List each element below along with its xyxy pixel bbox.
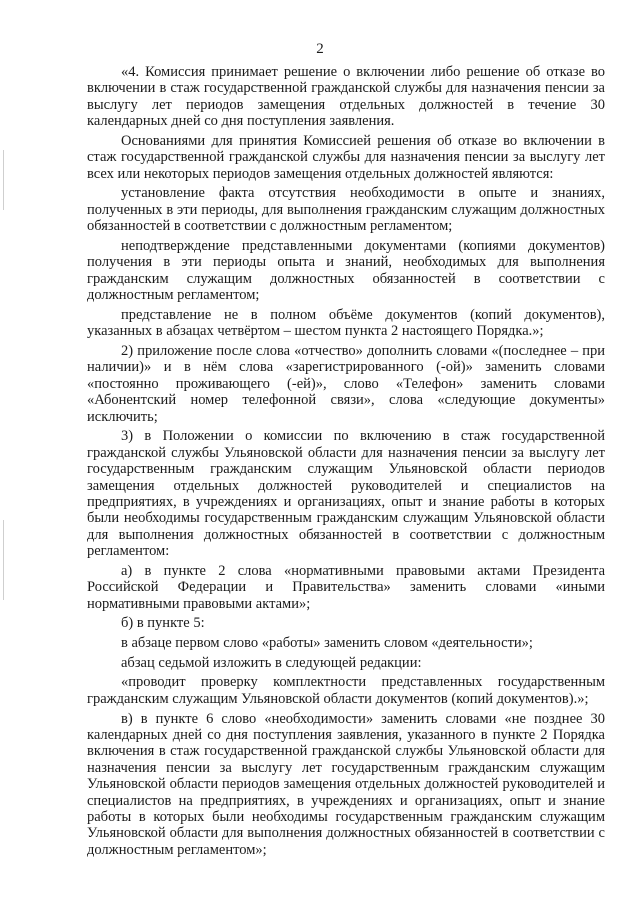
paragraph: а) в пункте 2 слова «нормативными правовыми актами Президента Российской Федерации и Правительства» заменить словами «иными нормативными правовыми актами»; xyxy=(87,562,605,612)
paragraph: «4. Комиссия принимает решение о включении либо решение об отказе во включении в стаж государственной гражданской службы для назначения пенсии за выслугу лет периодов замещения отдельных должностей в течение 30 календарных дней со дня поступления заявления. xyxy=(87,64,605,130)
paragraph: 2) приложение после слова «отчество» дополнить словами «(последнее – при наличии)» и в нём слова «зарегистрированного (-ой)» заменить словами «постоянно проживающего (-ей)», слово «Телефон» заменить словами «Абонентский номер телефонной связи», слова «следующие документы» исключить; xyxy=(87,342,605,425)
paragraph: «проводит проверку комплектности представленных государственным гражданским служащим Ульяновской области документов (копий документов).»; xyxy=(87,674,605,707)
paragraph: представление не в полном объёме документов (копий документов), указанных в абзацах четвёртом – шестом пункта 2 настоящего Порядка.»; xyxy=(87,306,605,340)
paragraph: Основаниями для принятия Комиссией решения об отказе во включении в стаж государственной гражданской службы для назначения пенсии за выслугу лет всех или некоторых периодов замещения отдельных должностей являются: xyxy=(87,132,605,182)
document-body xyxy=(87,64,605,862)
page-number: 2 xyxy=(316,41,324,57)
paragraph: в абзаце первом слово «работы» заменить словом «деятельности»; xyxy=(121,635,533,652)
paragraph: установление факта отсутствия необходимости в опыте и знаниях, полученных в эти периоды, для выполнения гражданским служащим должностных обязанностей в соответствии с должностным регламентом; xyxy=(87,185,605,235)
paragraph: 3) в Положении о комиссии по включению в стаж государственной гражданской службы Ульяновской области для назначения пенсии за выслугу лет государственным гражданским служащим Ульяновской области периодов замещения отдельных должностей руководителей и специалистов на предприятиях, в учреждениях и организациях, опыт и знание работы в которых были необходимы государственным гражданским служащим Ульяновской области для выполнения должностных обязанностей в соответствии с должностным регламентом: xyxy=(87,428,605,560)
paragraph: в) в пункте 6 слово «необходимости» заменить словами «не позднее 30 календарных дней со дня поступления заявления, указанного в пункте 2 Порядка включения в стаж государственной гражданской службы Ульяновской области для назначения пенсии за выслугу лет государственным гражданским служащим Ульяновской области периодов замещения отдельных должностей руководителей и специалистов на предприятиях, в учреждениях и организациях, опыт и знание работы в которых были необходимы государственным гражданским служащим Ульяновской области для выполнения должностных обязанностей в соответствии с должностным регламентом»; xyxy=(87,710,605,858)
scan-edge-mark xyxy=(3,520,4,600)
paragraph: абзац седьмой изложить в следующей редакции: xyxy=(121,654,422,671)
scan-edge-mark xyxy=(3,150,4,210)
paragraph: б) в пункте 5: xyxy=(121,615,205,632)
paragraph: неподтверждение представленными документами (копиями документов) получения в эти периоды опыта и знаний, необходимых для выполнения гражданским служащим должностных обязанностей в соответствии с должностным регламентом; xyxy=(87,237,605,304)
